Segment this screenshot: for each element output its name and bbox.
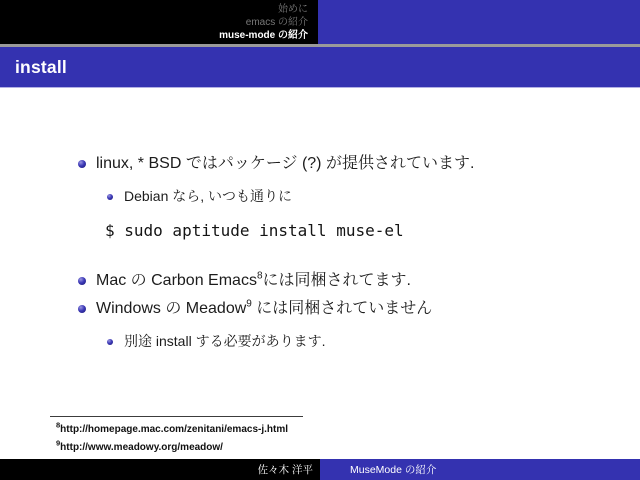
frame-title: install [15, 56, 67, 77]
list-item [78, 154, 474, 173]
footnote-url-9[interactable]: http://www.meadowy.org/meadow/ [60, 442, 223, 453]
frame-title-bar [0, 47, 640, 88]
footnote-9 [56, 438, 223, 453]
footer-author-section [0, 459, 320, 480]
bullet-icon [78, 160, 86, 168]
bullet-icon [107, 339, 113, 345]
footnote-mark-8: 8 [56, 420, 61, 430]
bullet-icon [78, 277, 86, 285]
footnote-mark-9: 9 [56, 438, 61, 448]
footer-title-section [320, 459, 640, 480]
footnote-ref-9: 9 [246, 298, 252, 310]
item3-text: Windows の Meadow$^9$ には同梱されていません [96, 298, 433, 317]
list-item [78, 299, 432, 318]
footnote-url-8[interactable]: http://homepage.mac.com/zenitani/emacs-j.html [60, 424, 288, 435]
footnote-rule [50, 416, 303, 417]
bullet-icon [107, 194, 113, 200]
footer-author: 佐々木 洋平 [257, 464, 313, 476]
footer-presentation-title: MuseMode の紹介 [350, 464, 437, 476]
nav-item-hajimeni[interactable]: 始めに [278, 4, 308, 15]
item1-subtext: Debian なら, いつも通りに [124, 188, 293, 204]
nav-item-muse-mode-intro[interactable]: muse-mode の紹介 [219, 30, 308, 41]
footnote-ref-8: 8 [256, 270, 263, 282]
list-subitem [107, 188, 292, 205]
item3-subtext: 別途 install する必要があります. [124, 333, 326, 349]
bullet-icon [78, 305, 86, 313]
footer-bar [0, 459, 640, 480]
code-command: $ sudo aptitude install muse-el [105, 221, 404, 240]
section-nav [0, 0, 318, 44]
nav-item-emacs-intro[interactable]: emacs の紹介 [245, 17, 308, 28]
header-bar [0, 0, 640, 44]
list-item [78, 271, 411, 290]
footnote-8 [56, 420, 288, 435]
item2-text: Mac の Carbon Emacs$^8$には同梱されてます. [96, 270, 411, 289]
item1-text: linux, * BSD ではパッケージ (?) が提供されています. [96, 155, 475, 172]
list-subitem [107, 333, 325, 350]
